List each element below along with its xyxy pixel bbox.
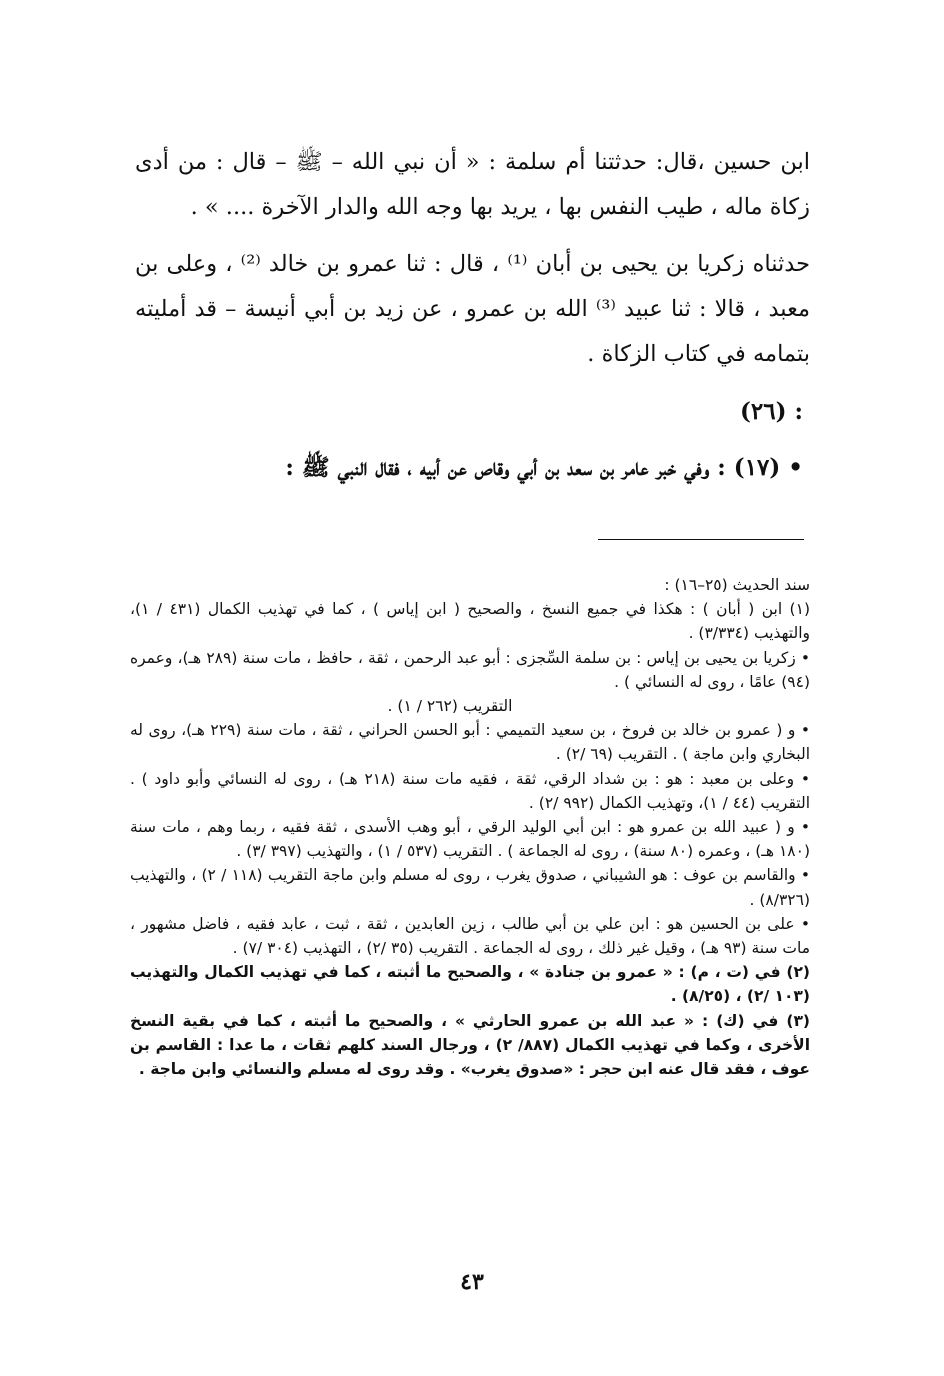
footnotes-block bbox=[130, 573, 810, 1081]
footnotes-header: سند الحديث (٢٥–١٦) : bbox=[664, 576, 810, 594]
hadith-17-paragraph: • (١٧) : وفي خبر عامر بن سعد بن أبي وقاص عن أبيه ، فقال النبي ﷺ : bbox=[285, 454, 803, 481]
section-heading: : (٢٦) bbox=[740, 398, 803, 425]
hadith-text-paragraph: ابن حسين ،قال: حدثتنا أم سلمة : « أن نبي الله – ﷺ – قال : من أدى زكاة ماله ، طيب النفس بها ، يريد بها وجه الله والدار الآخرة .... » . bbox=[135, 149, 810, 220]
footnote-item: • و ( عبيد الله بن عمرو هو : ابن أبي الوليد الرقي ، أبو وهب الأسدى ، ثقة فقيه ، ربما وهم ، مات سنة (١٨٠ هـ) ، وعمره (٨٠ سنة) ، روى له الجماعة ) . التقريب (٥٣٧ / ١) ، والتهذيب (٣٩٧ /٣) . bbox=[130, 818, 810, 861]
footnote-item: التقريب (٢٦٢ / ١) . bbox=[387, 697, 513, 716]
footnote-item: (٢) في (ت ، م) : « عمرو بن جنادة » ، والصحيح ما أثبته ، كما في تهذيب الكمال والتهذيب (١٠٣ /٢) ، (٨/٢٥) . bbox=[130, 963, 810, 1006]
footnote-item: • على بن الحسين هو : ابن علي بن أبي طالب ، زين العابدين ، ثقة ، ثبت ، عابد فقيه ، فاضل مشهور ، مات سنة (٩٣ هـ) ، وقيل غير ذلك ، روى له الجماعة . التقريب (٣٥ /٢) ، التهذيب (٣٠٤ /٧) . bbox=[130, 914, 810, 958]
footnote-item: (٣) في (ك) : « عبد الله بن عمرو الحارثي » ، والصحيح ما أثبته ، كما في بقية النسخ الأخرى ، وكما في تهذيب الكمال (٨٨٧/ ٢) ، ورجال السند كلهم ثقات ، ما عدا : القاسم بن عوف ، فقد قال عنه ابن حجر : «صدوق يغرب» . وقد روى له مسلم والنسائي وابن ماجة . bbox=[130, 1011, 811, 1079]
footnote-item: • والقاسم بن عوف : هو الشيباني ، صدوق يغرب ، روى له مسلم وابن ماجة التقريب (١١٨ / ٢) ، والتهذيب (٨/٣٢٦) . bbox=[130, 866, 810, 909]
main-text-block bbox=[135, 140, 810, 377]
footnote-item: (١) ابن ( أبان ) : هكذا في جميع النسخ ، والصحيح ( ابن إياس ) ، كما في تهذيب الكمال (٤٣١ / ١)، والتهذيب (٣/٣٣٤) . bbox=[130, 600, 810, 643]
footnote-item: • زكريا بن يحيى بن إياس : بن سلمة السِّجزى : أبو عبد الرحمن ، ثقة ، حافظ ، مات سنة (٢٨٩ هـ)، وعمره (٩٤) عامًا ، روى له النسائي ) . bbox=[130, 648, 810, 691]
footnote-item: • وعلى بن معبد : هو : بن شداد الرقي، ثقة ، فقيه مات سنة (٢١٨ هـ) ، روى له النسائي وأبو داود ) . التقريب (٤٤ / ١)، وتهذيب الكمال (٩٩٢ /٢) . bbox=[130, 769, 810, 812]
footnote-item: • و ( عمرو بن خالد بن فروخ ، بن سعيد التميمي : أبو الحسن الحراني ، ثقة ، مات سنة (٢٢٩ هـ)، روى له البخاري وابن ماجة ) . التقريب (٦٩ /٢) . bbox=[130, 721, 810, 764]
footnote-separator bbox=[598, 539, 804, 540]
page-number: ٤٣ bbox=[460, 1269, 484, 1295]
isnad-paragraph: حدثناه زكريا بن يحيى بن أبان ⁽¹⁾ ، قال : ثنا عمرو بن خالد ⁽²⁾ ، وعلى بن معبد ، قالا : ثنا عبيد ⁽³⁾ الله بن عمرو ، عن زيد بن أبي أنيسة – قد أمليته بتمامه في كتاب الزكاة . bbox=[135, 251, 810, 367]
